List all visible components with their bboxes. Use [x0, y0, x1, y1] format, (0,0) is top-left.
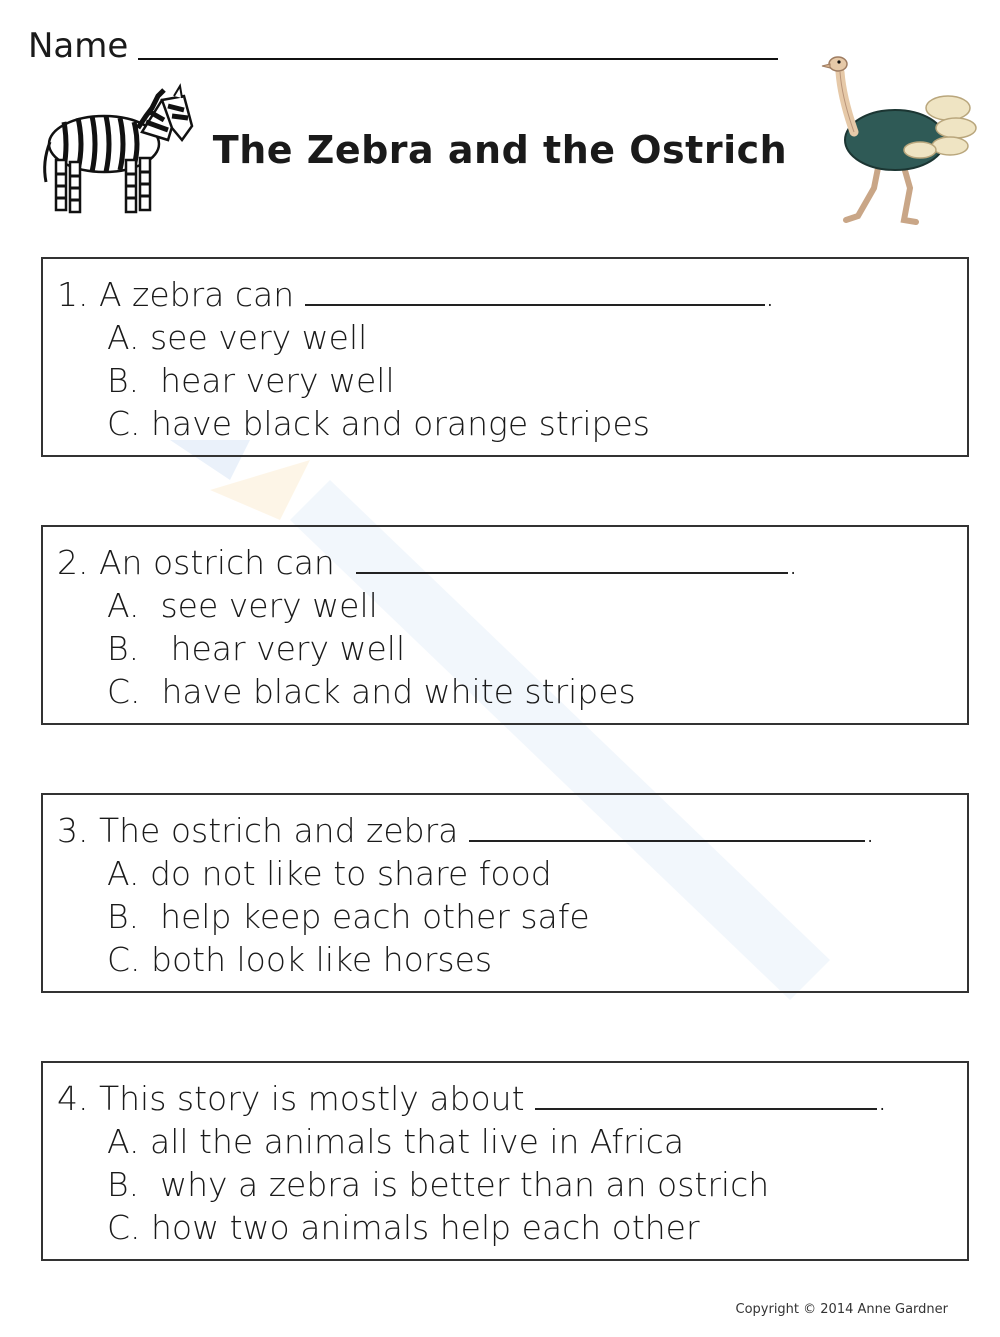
question-period: .: [764, 275, 776, 314]
question-stem: [57, 1077, 967, 1120]
option-a[interactable]: A. do not like to share food: [107, 854, 552, 893]
option-b[interactable]: B. help keep each other safe: [107, 897, 590, 936]
option-b[interactable]: B. hear very well: [107, 629, 406, 668]
option-c[interactable]: C. have black and orange stripes: [107, 404, 650, 443]
question-stem: [57, 273, 967, 316]
option-c[interactable]: C. how two animals help each other: [107, 1208, 700, 1247]
question-box-1: [41, 257, 969, 457]
copyright-notice: Copyright © 2014 Anne Gardner: [735, 1302, 948, 1317]
question-period: .: [787, 543, 799, 582]
question-box-2: [41, 525, 969, 725]
question-box-3: [41, 793, 969, 993]
answer-blank[interactable]: [535, 1078, 877, 1110]
question-text: 4. This story is mostly about: [57, 1079, 536, 1118]
question-period: .: [864, 811, 876, 850]
answer-blank[interactable]: [305, 274, 765, 306]
option-a[interactable]: A. see very well: [107, 586, 378, 625]
question-stem: [57, 809, 967, 852]
answer-blank[interactable]: [469, 810, 865, 842]
ostrich-icon: [820, 48, 980, 228]
option-c[interactable]: C. both look like horses: [107, 940, 493, 979]
question-box-4: [41, 1061, 969, 1261]
worksheet-title: The Zebra and the Ostrich: [212, 128, 788, 172]
question-text: 3. The ostrich and zebra: [57, 811, 469, 850]
name-row: [28, 26, 778, 66]
question-stem: [57, 541, 967, 584]
option-b[interactable]: B. why a zebra is better than an ostrich: [107, 1165, 770, 1204]
answer-blank[interactable]: [356, 542, 788, 574]
question-text: 2. An ostrich can: [57, 543, 356, 582]
question-period: .: [877, 1079, 888, 1118]
option-a[interactable]: A. all the animals that live in Africa: [107, 1122, 685, 1161]
name-label: Name: [28, 26, 129, 66]
question-text: 1. A zebra can: [57, 275, 305, 314]
option-c[interactable]: C. have black and white stripes: [107, 672, 636, 711]
name-blank-line[interactable]: [138, 58, 778, 60]
option-a[interactable]: A. see very well: [107, 318, 368, 357]
option-b[interactable]: B. hear very well: [107, 361, 395, 400]
